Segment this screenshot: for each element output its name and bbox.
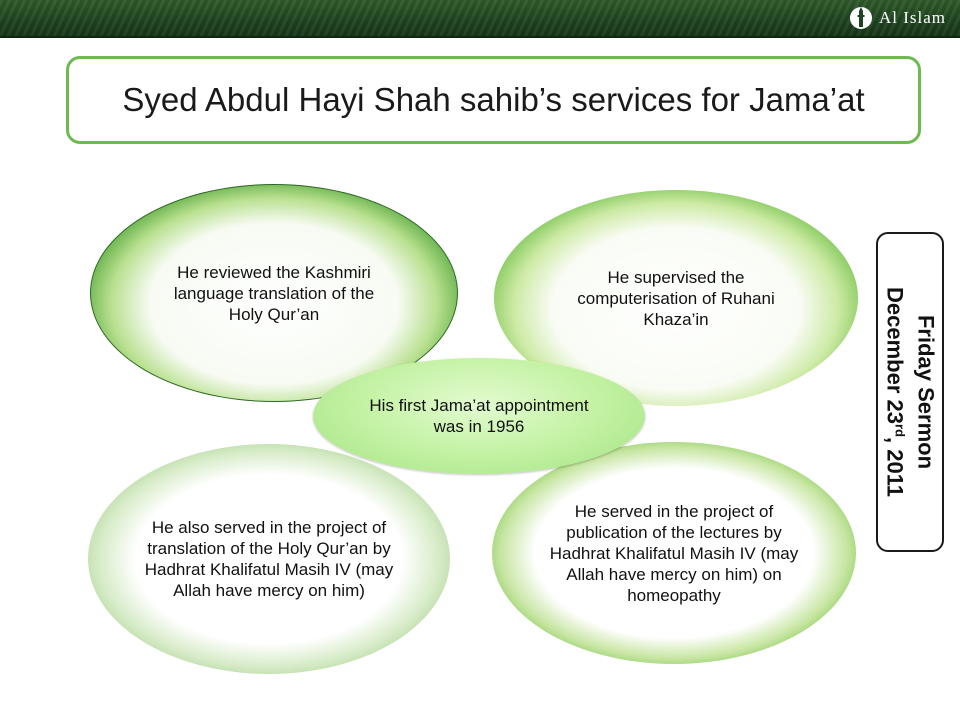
- sermon-date-year: , 2011: [882, 437, 908, 497]
- ellipse-text: He supervised the computerisation of Ruhani Khaza’in: [577, 267, 775, 329]
- ellipse-bottom-right: [492, 442, 856, 664]
- ellipse-text: His first Jama’at appointment was in 1956: [369, 396, 589, 436]
- ellipse-bottom-left: [88, 444, 450, 674]
- brand-name: Al Islam: [878, 8, 946, 27]
- ellipse-center: [313, 358, 645, 474]
- ellipse-text: He reviewed the Kashmiri language translation of the Holy Qur’an: [173, 262, 375, 324]
- slide-title: Syed Abdul Hayi Shah sahib’s services for Jama’at: [122, 81, 865, 118]
- sermon-date-text: [881, 242, 938, 542]
- sermon-date: [881, 242, 912, 542]
- minaret-icon: [849, 4, 873, 32]
- sermon-date-ordinal: rd: [892, 424, 908, 438]
- ellipse-text: He served in the project of publication of the lectures by Hadhrat Khalifatul Masih IV (may Allah have mercy on him) on homeopathy: [549, 501, 799, 605]
- ellipse-text: He also served in the project of translation of the Holy Qur’an by Hadhrat Khalifatul Masih IV (may Allah have mercy on him): [144, 518, 394, 600]
- sermon-date-label: [876, 232, 944, 552]
- sermon-title: Friday Sermon: [913, 314, 939, 470]
- brand-logo: [849, 3, 946, 33]
- sermon-date-main: December 23: [882, 287, 908, 425]
- title-box: [66, 56, 921, 144]
- top-banner: [0, 0, 960, 38]
